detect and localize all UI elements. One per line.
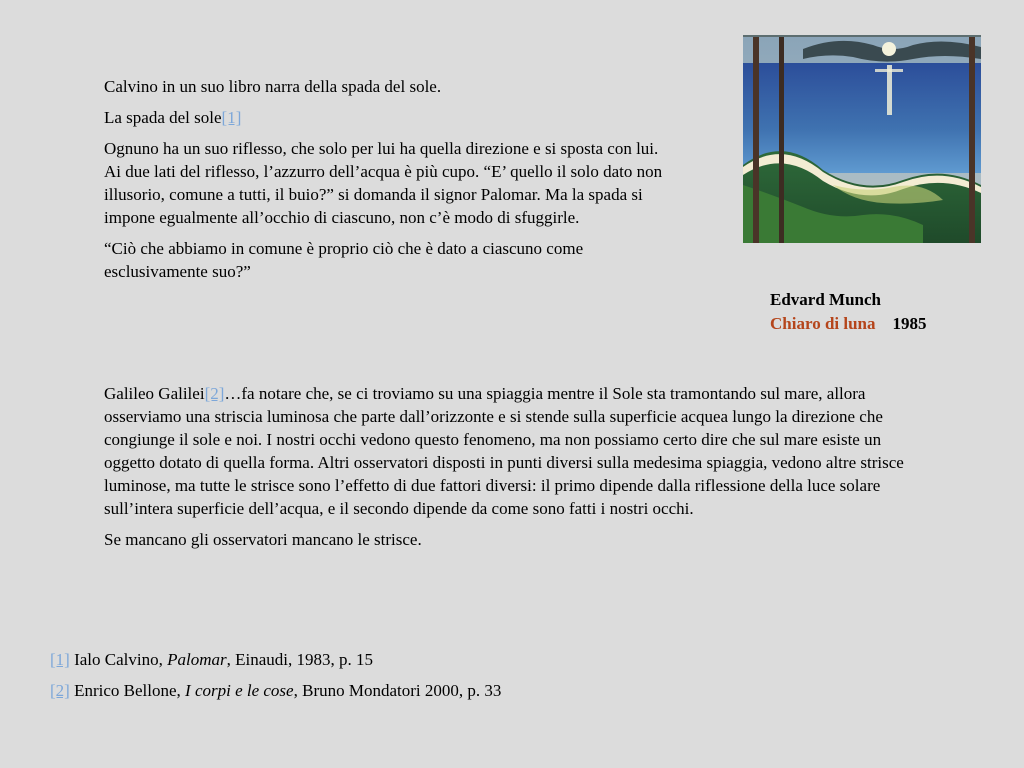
artist-name: Edvard Munch	[770, 290, 881, 309]
footnote-details: , Bruno Mondatori 2000, p. 33	[293, 681, 502, 700]
painting-year: 1985	[892, 314, 927, 333]
closing-line: Se mancano gli osservatori mancano le strisce.	[104, 530, 422, 549]
footnote-work: Palomar	[167, 650, 227, 669]
footnote-author: Enrico Bellone,	[69, 681, 186, 700]
footnote-backlink-1[interactable]: [1]	[50, 650, 70, 669]
quote-paragraph: “Ciò che abbiamo in comune è proprio ciò che è dato a ciascuno come esclusivamente suo?”	[104, 239, 584, 281]
footnotes	[50, 648, 750, 710]
sword-title-line	[104, 106, 664, 129]
footnote-backlink-2[interactable]: [2]	[50, 681, 70, 700]
painting-title-line	[770, 312, 927, 336]
footnote-link-1[interactable]: [1]	[221, 108, 242, 127]
footnote-1	[50, 648, 750, 671]
sword-title-text: La spada del sole	[104, 108, 222, 127]
moonlight-painting-image	[743, 35, 981, 243]
footnote-work: I corpi e le cose	[185, 681, 294, 700]
footnote-author: Ialo Calvino,	[69, 650, 168, 669]
footnote-link-2[interactable]: [2]	[204, 384, 225, 403]
intro-text-block	[104, 75, 664, 291]
intro-line: Calvino in un suo libro narra della spada del sole.	[104, 77, 442, 96]
painting-caption	[770, 288, 927, 336]
galileo-lead: Galileo Galilei	[104, 384, 205, 403]
reflection-paragraph: Ognuno ha un suo riflesso, che solo per lui ha quella direzione e si sposta con lui. Ai due lati del riflesso, l’azzurro dell’acqua è più cupo. “E’ quello il solo dato non illusorio, comune a tutti, il buio?” si domanda il signor Palomar. Ma la spada si impone egualmente all’occhio di ciascuno, non c’è modo di sfuggirle.	[104, 139, 663, 227]
galileo-text-block	[104, 382, 924, 559]
galileo-paragraph	[104, 382, 924, 520]
footnote-details: , Einaudi, 1983, p. 15	[226, 650, 373, 669]
galileo-body: …fa notare che, se ci troviamo su una spiaggia mentre il Sole sta tramontando sul mare, allora osserviamo una striscia luminosa che parte dall’orizzonte e si stende sulla superficie acquea lungo la direzione che congiunge il sole e noi. I nostri occhi vedono questo fenomeno, ma non possiamo certo dire che sul mare esiste un oggetto dotato di quella forma. Altri osservatori disposti in punti diversi sulla medesima spiaggia, vedono altre strisce luminose, ma tutte le strisce sono l’effetto di due fattori diversi: il primo dipende dalla riflessione della luce solare sull’intera superficie dell’acqua, e il secondo dipende da come sono fatti i nostri occhi.	[104, 384, 904, 518]
footnote-2	[50, 679, 750, 702]
painting-title: Chiaro di luna	[770, 314, 876, 333]
